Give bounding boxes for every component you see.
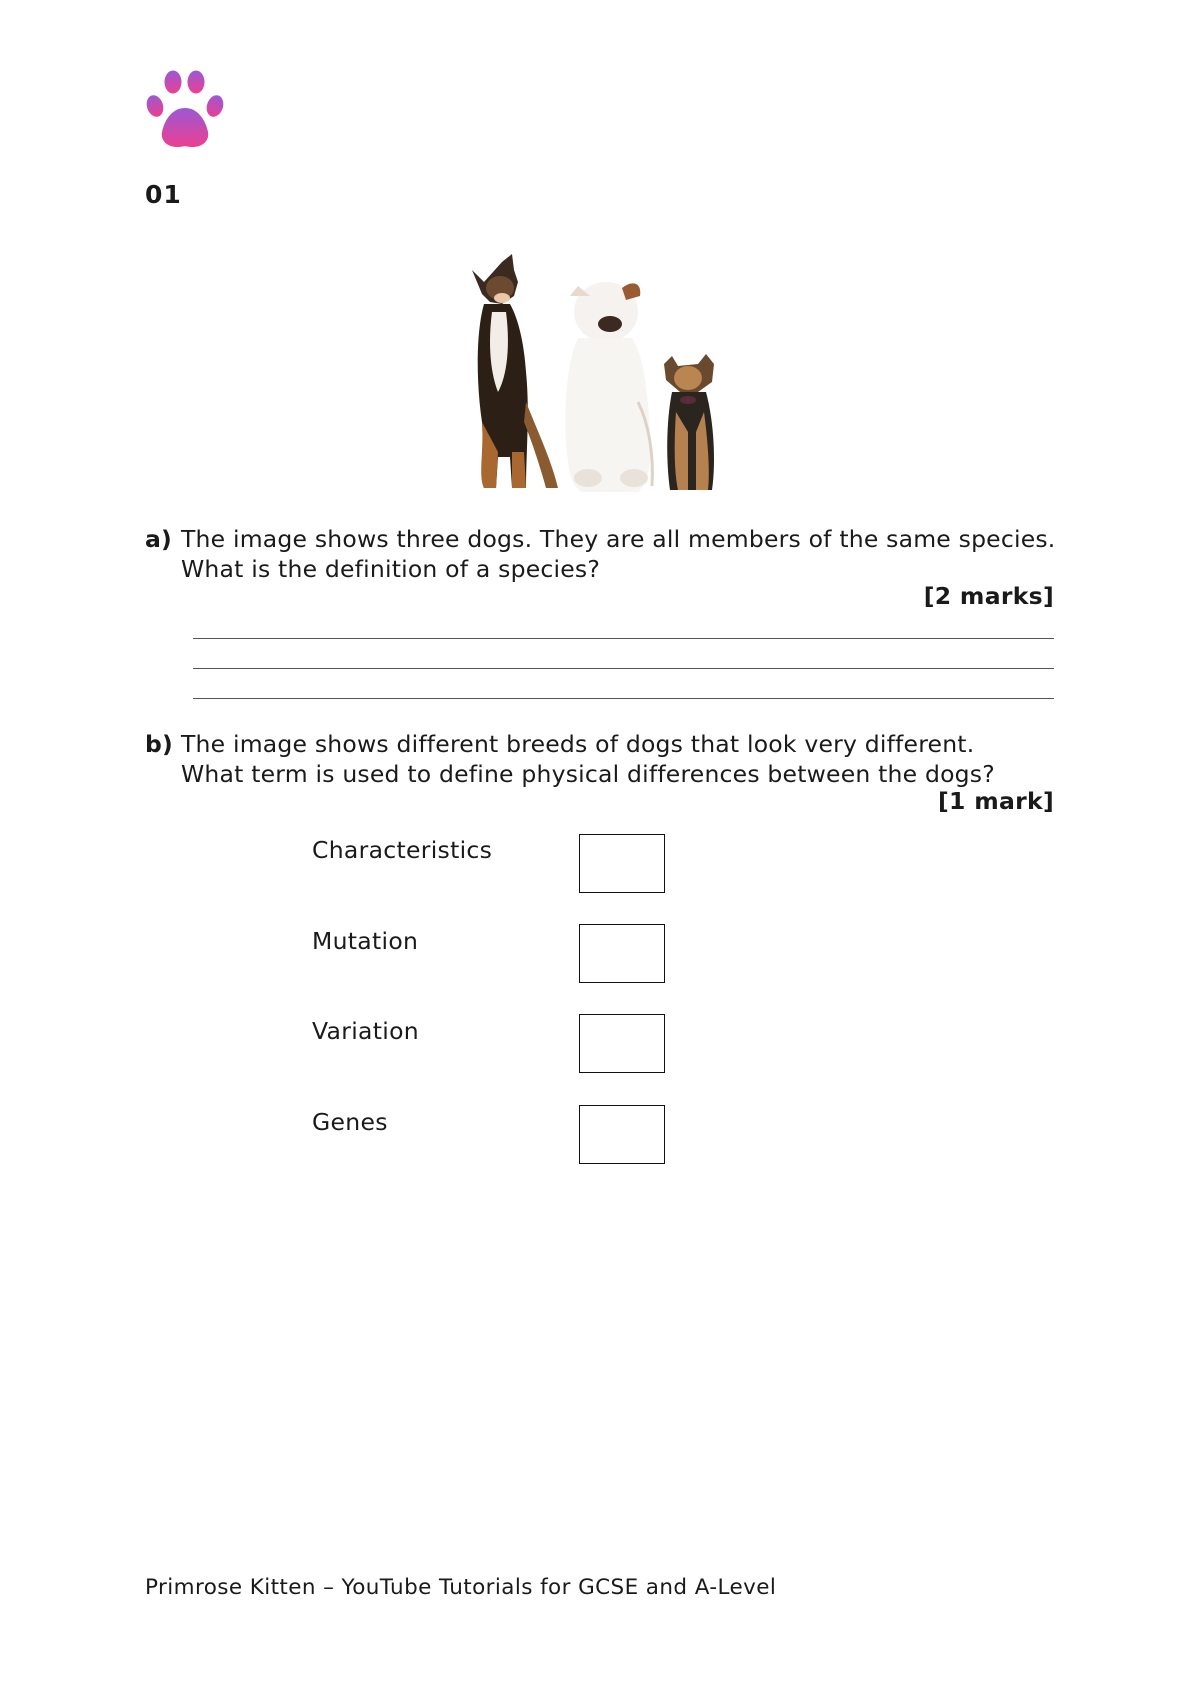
answer-line-3[interactable] xyxy=(193,698,1054,699)
part-b-letter: b) xyxy=(145,730,173,758)
bulldog xyxy=(565,282,652,492)
option-checkbox-variation[interactable] xyxy=(579,1014,665,1073)
option-label-characteristics: Characteristics xyxy=(312,836,493,864)
option-label-mutation: Mutation xyxy=(312,927,419,955)
part-b-line-1: The image shows different breeds of dogs that look very different. xyxy=(181,730,975,758)
answer-line-2[interactable] xyxy=(193,668,1054,669)
paw-logo-icon xyxy=(146,70,224,152)
question-part-a xyxy=(145,525,1055,585)
page-footer: Primrose Kitten – YouTube Tutorials for GCSE and A-Level xyxy=(145,1575,777,1600)
part-b-line-2: What term is used to define physical differences between the dogs? xyxy=(181,759,995,788)
option-checkbox-mutation[interactable] xyxy=(579,924,665,983)
part-b-marks: [1 mark] xyxy=(938,787,1054,815)
option-label-genes: Genes xyxy=(312,1108,388,1136)
answer-line-1[interactable] xyxy=(193,638,1054,639)
three-dogs-image xyxy=(462,252,740,504)
option-checkbox-characteristics[interactable] xyxy=(579,834,665,893)
shepherd-dog xyxy=(472,254,558,488)
part-a-marks: [2 marks] xyxy=(923,582,1054,610)
question-part-b xyxy=(145,730,1055,790)
part-b-prompt xyxy=(181,730,995,789)
option-checkbox-genes[interactable] xyxy=(579,1105,665,1164)
part-a-letter: a) xyxy=(145,525,172,553)
part-a-line-1: The image shows three dogs. They are all members of the same species. xyxy=(181,525,1056,553)
part-a-line-2: What is the definition of a species? xyxy=(181,554,601,583)
yorkshire-terrier xyxy=(664,354,714,490)
question-number: 01 xyxy=(145,180,182,209)
part-a-prompt xyxy=(181,525,1055,584)
option-label-variation: Variation xyxy=(312,1017,419,1045)
